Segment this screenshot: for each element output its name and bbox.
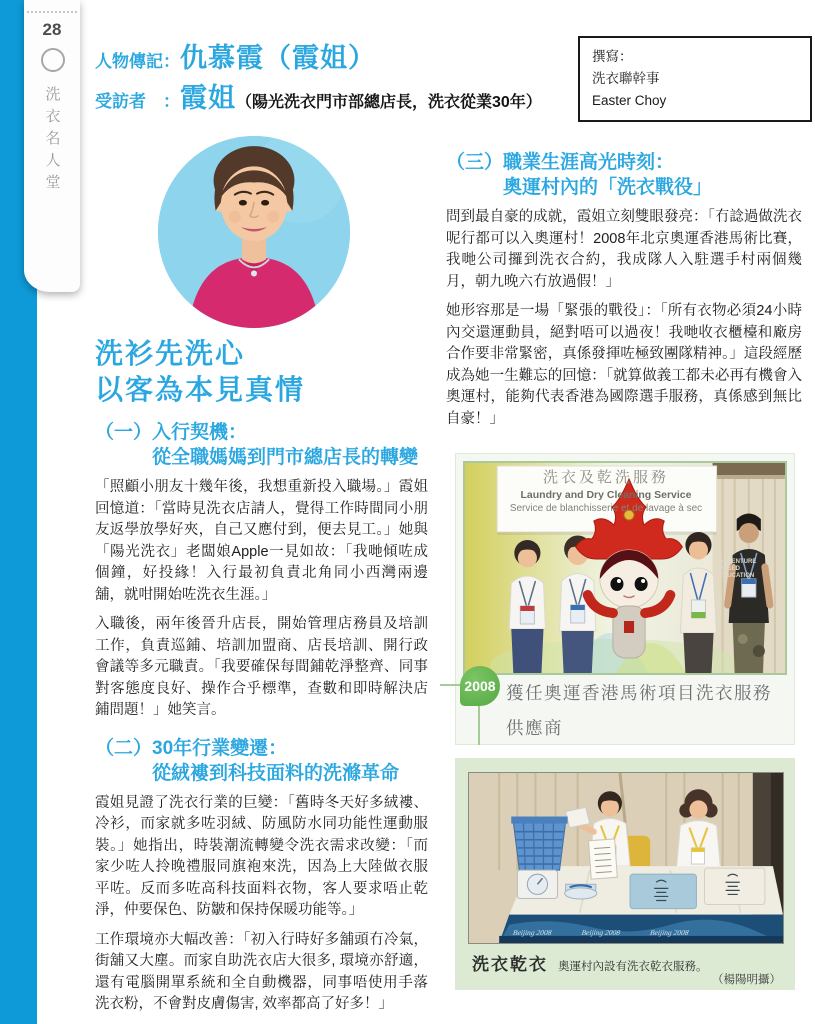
article-header xyxy=(95,36,542,115)
newspaper-clipping-card xyxy=(455,758,795,990)
weighing-scale xyxy=(517,870,557,898)
right-column xyxy=(446,150,802,438)
portrait-photo xyxy=(158,136,350,328)
laundry-basket xyxy=(511,817,567,871)
interviewee-title: （陽光洗衣門市部總店長，洗衣從業30年） xyxy=(236,94,542,111)
header-line-1 xyxy=(95,36,542,75)
paragraph: 問到最自豪的成就，霞姐立刻雙眼發亮：「冇諗過做洗衣呢行都可以入奧運村！2008年北京奧運香港馬術比賽，我哋公司攞到洗衣合約，我成隊人入駐選手村兩個幾月，朝九晚六冇放過假！」 xyxy=(446,209,802,290)
portrait-illustration xyxy=(158,136,350,328)
laundry-bag-blue xyxy=(630,874,696,908)
interviewee-name: 霞姐 xyxy=(180,83,236,113)
tab-label: 洗衣名人堂 xyxy=(43,86,61,196)
section-1-heading-line2: 從全職媽媽到門市總店長的轉變 xyxy=(152,447,419,468)
year-badge: 2008 xyxy=(460,666,500,706)
tab-perforation-line xyxy=(27,11,77,13)
price-list-paper xyxy=(589,839,618,879)
tablecloth-text-2: Beijing 2008 xyxy=(580,928,621,937)
paragraph: 工作環境亦大幅改善：「初入行時好多舖頭冇冷氣，街舖又大塵。而家自助洗衣店大很多, 環境亦舒適，還有電腦開單系統和全自動機器，同事唔使用手落洗衣粉，不會對皮膚傷害, 效率都高了好多！」 xyxy=(95,931,428,1012)
section-3-heading-line2: 奧運村內的「洗衣戰役」 xyxy=(503,177,713,198)
author-org: 洗衣聯幹事 xyxy=(592,71,660,86)
photo-card-2008 xyxy=(455,453,795,745)
paragraph: 她形容那是一場「緊張的戰役」：「所有衣物必須24小時內交還運動員，絕對唔可以過夜！我哋收衣櫃檯和廠房合作要非常緊密，真係發揮咗極致團隊精神。」這段經歷成為她一生難忘的回憶：「就算做義工都未必再有機會入奧運村，能夠代表香港為國際選手服務，真係感到無比自豪！」 xyxy=(446,303,802,427)
round-tin xyxy=(565,884,597,899)
biography-label: 人物傳記： xyxy=(95,52,180,71)
clipping-caption xyxy=(472,950,783,986)
author-name: Easter Choy xyxy=(592,93,667,108)
page-number: 28 xyxy=(42,20,62,39)
tablecloth-branding xyxy=(512,928,689,937)
section-2-heading-line1: （二）30年行業變遷： xyxy=(95,737,288,759)
header-line-2 xyxy=(95,76,542,115)
sign-text-english: Laundry and Dry Cleaning Service xyxy=(520,489,692,501)
interviewee-label: 受訪者 ： xyxy=(95,92,180,111)
clipping-caption-text: 奧運村內設有洗衣乾衣服務。 xyxy=(558,961,708,973)
author-box-label: 撰寫： xyxy=(592,49,633,64)
photographer-credit: （楊陽明攝） xyxy=(712,974,781,986)
laundry-bag-white xyxy=(705,868,765,904)
section-3-heading xyxy=(446,150,802,200)
laundry-counter-illustration xyxy=(469,773,783,943)
section-3-heading-line1: （三）職業生涯高光時刻： xyxy=(446,152,675,173)
section-1-heading-line1: （一）入行契機： xyxy=(95,422,248,443)
tablecloth-text-3: Beijing 2008 xyxy=(649,928,690,937)
sign-text-french: Service de blanchisserie et de lavage à sec xyxy=(509,503,703,514)
paragraph: 入職後，兩年後晉升店長，開始管理店務員及培訓工作，負責巡鋪、培訓加盟商、店長培訓、開行政會議等多元職責。「我要確保每間鋪乾淨整齊、同事對客態度良好、操作合乎標準，查數和即時解決店鋪問題！」她笑言。 xyxy=(95,616,428,718)
article-title xyxy=(95,336,305,408)
timeline-connector-vertical xyxy=(478,705,480,745)
tshirt-text: ADVENTURE BASED EDUCATION xyxy=(719,559,757,579)
author-box xyxy=(578,36,812,122)
article-title-line1: 洗衫先洗心 xyxy=(95,338,246,369)
olympics-team-photo xyxy=(463,461,787,675)
paragraph: 「照顧小朋友十幾年後，我想重新投入職場。」霞姐回憶道：「當時見洗衣店請人，覺得工作時間同小朋友返學放學好夾，自己又應付到，便去見工。」她與「陽光洗衣」老闆娘Apple一見如故：「我哋傾咗成個鐘，好投緣！入行最初負責北角同小西灣兩邊舖，就咁開始咗洗衣生涯。」 xyxy=(95,479,428,603)
timeline-connector-horizontal xyxy=(440,684,462,686)
circle-icon xyxy=(41,48,65,72)
clipping-caption-title: 洗衣乾衣 xyxy=(472,955,548,974)
page-tab xyxy=(24,0,80,292)
photo-1-caption: 獲任奧運香港馬術項目洗衣服務供應商 xyxy=(506,683,772,738)
sign-text-chinese: 洗衣及乾洗服務 xyxy=(542,469,669,486)
laundry-counter-photo xyxy=(468,772,784,944)
article-title-line2: 以客為本見真情 xyxy=(95,374,306,405)
subject-name: 仇慕霞（霞姐） xyxy=(180,43,376,73)
tablecloth-text-1: Beijing 2008 xyxy=(512,928,553,937)
paragraph: 霞姐見證了洗衣行業的巨變：「舊時冬天好多絨褸、冷衫，而家就多咗羽絨、防風防水同功能性運動服裝。」她指出，時裝潮流轉變令洗衣需求改變：「而家少咗人拎晚禮服同旗袍來洗，因為上大陸做衣服平咗。反而多咗高科技面料衣物，客人要求唔止乾淨，仲要保色、防皺和保持保暖功能等。」 xyxy=(95,794,428,918)
section-1-heading xyxy=(95,420,428,470)
left-column xyxy=(95,420,428,1024)
section-2-heading xyxy=(95,736,428,786)
section-2-heading-line2: 從絨褸到科技面料的洗滌革命 xyxy=(152,762,400,784)
